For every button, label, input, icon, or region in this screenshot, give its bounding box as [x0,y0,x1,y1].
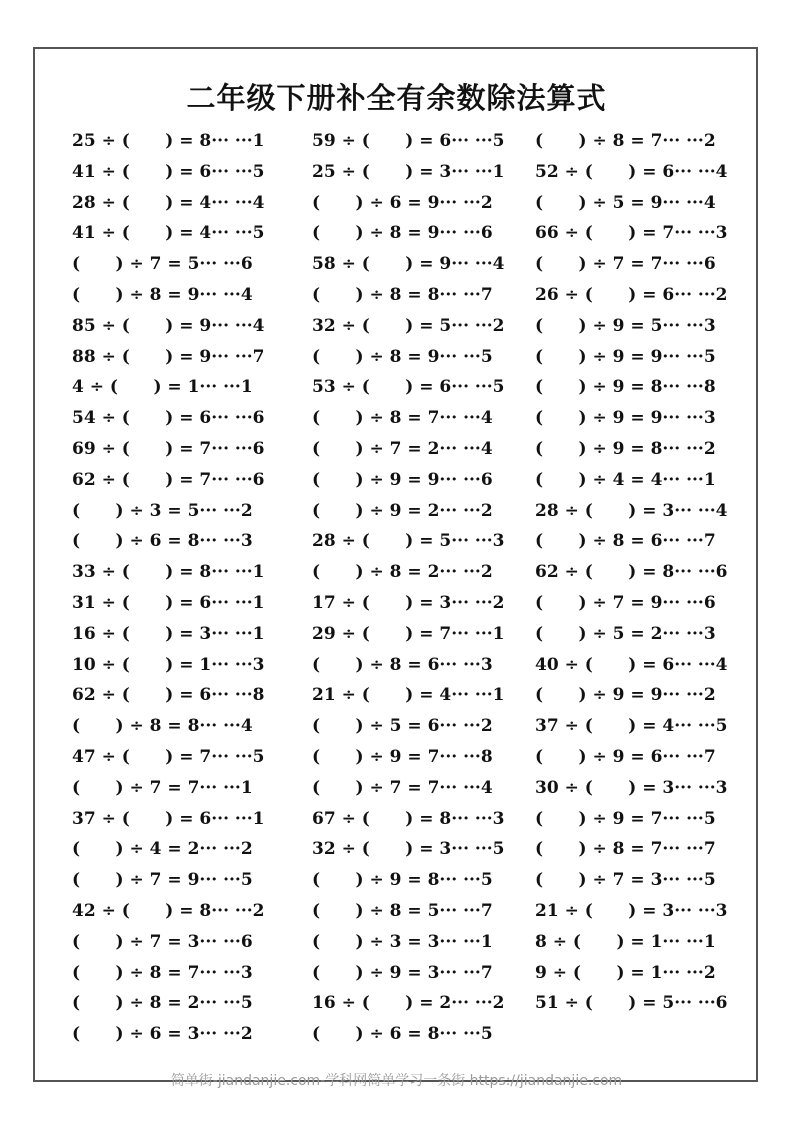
division-problem: 54 ÷ ( ) = 6··· ···6 [72,408,265,429]
problem-column-3 [535,126,765,1019]
division-problem: 9 ÷ ( ) = 1··· ···2 [535,962,716,983]
division-problem: 53 ÷ ( ) = 6··· ···5 [312,377,505,398]
division-problem: 52 ÷ ( ) = 6··· ···4 [535,161,728,182]
division-problem: ( ) ÷ 7 = 9··· ···6 [535,592,716,613]
division-problem: ( ) ÷ 7 = 7··· ···6 [535,254,716,275]
division-problem: ( ) ÷ 8 = 9··· ···6 [312,223,493,244]
division-problem: 10 ÷ ( ) = 1··· ···3 [72,654,265,675]
division-problem: ( ) ÷ 8 = 6··· ···7 [535,531,716,552]
division-problem: ( ) ÷ 9 = 5··· ···3 [535,315,716,336]
division-problem: 33 ÷ ( ) = 8··· ···1 [72,562,265,583]
division-problem: ( ) ÷ 9 = 2··· ···2 [312,500,493,521]
division-problem: ( ) ÷ 7 = 5··· ···6 [72,254,253,275]
division-problem: 28 ÷ ( ) = 4··· ···4 [72,192,265,213]
division-problem: 37 ÷ ( ) = 6··· ···1 [72,808,265,829]
division-problem: ( ) ÷ 5 = 9··· ···4 [535,192,716,213]
division-problem: ( ) ÷ 9 = 8··· ···8 [535,377,716,398]
division-problem: ( ) ÷ 8 = 7··· ···7 [535,839,716,860]
division-problem: ( ) ÷ 7 = 2··· ···4 [312,438,493,459]
division-problem: 16 ÷ ( ) = 3··· ···1 [72,623,265,644]
division-problem: ( ) ÷ 5 = 6··· ···2 [312,716,493,737]
division-problem: ( ) ÷ 9 = 3··· ···7 [312,962,493,983]
division-problem: ( ) ÷ 3 = 3··· ···1 [312,931,493,952]
division-problem: ( ) ÷ 8 = 2··· ···2 [312,562,493,583]
division-problem: ( ) ÷ 9 = 9··· ···2 [535,685,716,706]
division-problem: ( ) ÷ 8 = 7··· ···4 [312,408,493,429]
division-problem: ( ) ÷ 8 = 7··· ···2 [535,131,716,151]
division-problem: 28 ÷ ( ) = 3··· ···4 [535,500,728,521]
division-problem: 62 ÷ ( ) = 7··· ···6 [72,469,265,490]
page-title: 二年级下册补全有余数除法算式 [186,81,607,115]
division-problem: ( ) ÷ 4 = 4··· ···1 [535,469,716,490]
division-problem: ( ) ÷ 8 = 5··· ···7 [312,900,493,921]
division-problem: 28 ÷ ( ) = 5··· ···3 [312,531,505,552]
problem-column-2 [312,126,542,1050]
division-problem: ( ) ÷ 5 = 2··· ···3 [535,623,716,644]
division-problem: 21 ÷ ( ) = 4··· ···1 [312,685,505,706]
division-problem: 32 ÷ ( ) = 3··· ···5 [312,839,505,860]
division-problem: 31 ÷ ( ) = 6··· ···1 [72,592,265,613]
division-problem: ( ) ÷ 7 = 9··· ···5 [72,870,253,891]
division-problem: ( ) ÷ 9 = 7··· ···8 [312,746,493,767]
division-problem: 16 ÷ ( ) = 2··· ···2 [312,993,505,1014]
division-problem: ( ) ÷ 7 = 7··· ···4 [312,777,493,798]
problem-column-1 [72,126,302,1050]
division-problem: ( ) ÷ 9 = 6··· ···7 [535,746,716,767]
division-problem: ( ) ÷ 9 = 9··· ···3 [535,408,716,429]
division-problem: ( ) ÷ 8 = 6··· ···3 [312,654,493,675]
division-problem: ( ) ÷ 9 = 9··· ···6 [312,469,493,490]
division-problem: ( ) ÷ 8 = 8··· ···4 [72,716,253,737]
division-problem: 4 ÷ ( ) = 1··· ···1 [72,377,253,398]
division-problem: ( ) ÷ 4 = 2··· ···2 [72,839,253,860]
division-problem: ( ) ÷ 9 = 7··· ···5 [535,808,716,829]
division-problem: 37 ÷ ( ) = 4··· ···5 [535,716,728,737]
division-problem: ( ) ÷ 8 = 8··· ···7 [312,284,493,305]
division-problem: ( ) ÷ 9 = 8··· ···2 [535,438,716,459]
division-problem: ( ) ÷ 9 = 9··· ···5 [535,346,716,367]
division-problem: 58 ÷ ( ) = 9··· ···4 [312,254,505,275]
division-problem: 69 ÷ ( ) = 7··· ···6 [72,438,265,459]
division-problem: 62 ÷ ( ) = 8··· ···6 [535,562,728,583]
division-problem: ( ) ÷ 8 = 9··· ···4 [72,284,253,305]
division-problem: ( ) ÷ 7 = 3··· ···6 [72,931,253,952]
division-problem: 29 ÷ ( ) = 7··· ···1 [312,623,505,644]
division-problem: ( ) ÷ 6 = 9··· ···2 [312,192,493,213]
division-problem: ( ) ÷ 8 = 7··· ···3 [72,962,253,983]
division-problem: ( ) ÷ 3 = 5··· ···2 [72,500,253,521]
division-problem: ( ) ÷ 7 = 7··· ···1 [72,777,253,798]
division-problem: 41 ÷ ( ) = 6··· ···5 [72,161,265,182]
division-problem: 25 ÷ ( ) = 8··· ···1 [72,131,265,151]
division-problem: 30 ÷ ( ) = 3··· ···3 [535,777,728,798]
division-problem: 62 ÷ ( ) = 6··· ···8 [72,685,265,706]
division-problem: 40 ÷ ( ) = 6··· ···4 [535,654,728,675]
division-problem: ( ) ÷ 7 = 3··· ···5 [535,870,716,891]
division-problem: ( ) ÷ 6 = 8··· ···5 [312,1024,493,1045]
division-problem: 59 ÷ ( ) = 6··· ···5 [312,131,505,151]
division-problem: ( ) ÷ 8 = 2··· ···5 [72,993,253,1014]
division-problem: ( ) ÷ 8 = 9··· ···5 [312,346,493,367]
division-problem: 25 ÷ ( ) = 3··· ···1 [312,161,505,182]
division-problem: 88 ÷ ( ) = 9··· ···7 [72,346,265,367]
division-problem: 85 ÷ ( ) = 9··· ···4 [72,315,265,336]
division-problem: 42 ÷ ( ) = 8··· ···2 [72,900,265,921]
division-problem: 8 ÷ ( ) = 1··· ···1 [535,931,716,952]
footer-watermark: 简单街-jiandanjie.com-学科网简单学习一条街 https://jiandanjie.com [170,1073,623,1089]
division-problem: 17 ÷ ( ) = 3··· ···2 [312,592,505,613]
division-problem: 21 ÷ ( ) = 3··· ···3 [535,900,728,921]
division-problem: 67 ÷ ( ) = 8··· ···3 [312,808,505,829]
division-problem: 66 ÷ ( ) = 7··· ···3 [535,223,728,244]
division-problem: 32 ÷ ( ) = 5··· ···2 [312,315,505,336]
division-problem: ( ) ÷ 6 = 3··· ···2 [72,1024,253,1045]
division-problem: 41 ÷ ( ) = 4··· ···5 [72,223,265,244]
division-problem: ( ) ÷ 9 = 8··· ···5 [312,870,493,891]
division-problem: 51 ÷ ( ) = 5··· ···6 [535,993,728,1014]
division-problem: 26 ÷ ( ) = 6··· ···2 [535,284,728,305]
division-problem: 47 ÷ ( ) = 7··· ···5 [72,746,265,767]
division-problem: ( ) ÷ 6 = 8··· ···3 [72,531,253,552]
